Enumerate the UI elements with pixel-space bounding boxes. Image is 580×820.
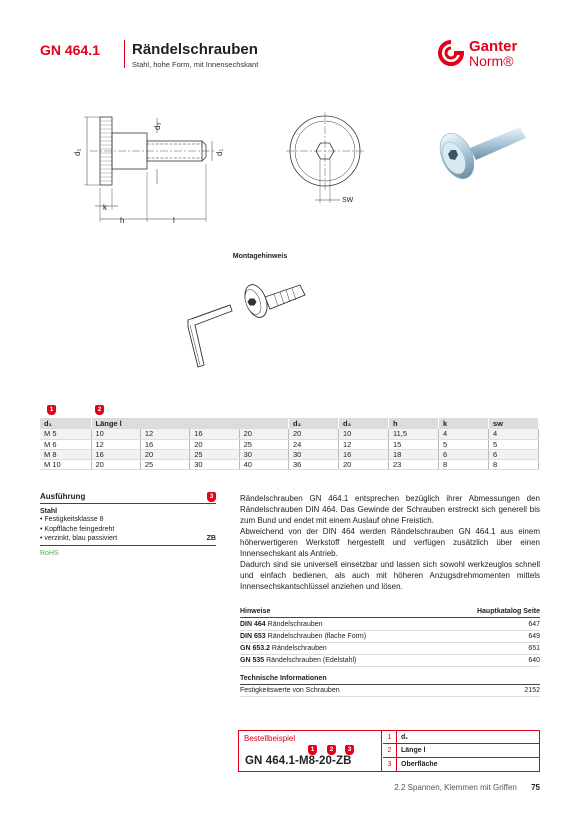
tech-info-text: Festigkeitswerte von Schrauben: [240, 687, 340, 694]
cell-sw: 6: [489, 449, 539, 459]
order-title: Bestellbeispiel: [244, 734, 296, 743]
reference-row[interactable]: [240, 631, 540, 643]
page-subtitle: Stahl, hohe Form, mit Innensechskant: [132, 60, 259, 69]
reference-page: 647: [528, 621, 540, 628]
order-legend-label: Oberfläche: [401, 760, 438, 768]
reference-row[interactable]: [240, 643, 540, 655]
col-sw: sw: [489, 418, 539, 429]
order-code: GN 464.1-M8-20-ZB: [245, 755, 352, 767]
cell-l: 20: [239, 429, 288, 439]
cell-d1: M 8: [40, 449, 91, 459]
cell-l: 30: [239, 449, 288, 459]
table-row: [40, 439, 539, 449]
order-example: [238, 730, 540, 772]
order-badge-1: 1: [308, 745, 317, 755]
cell-l: 16: [140, 439, 189, 449]
col-h: h: [389, 418, 439, 429]
reference-code: DIN 653: [240, 633, 266, 640]
label-d1: d₁: [215, 148, 224, 156]
reference-page: 649: [528, 633, 540, 640]
cell-l: 16: [190, 429, 239, 439]
cell-k: 8: [439, 459, 489, 469]
label-h: h: [120, 216, 125, 225]
ausfuehrung-section: [40, 492, 216, 557]
tech-info-title: Technische Informationen: [240, 675, 540, 685]
table-row: [40, 459, 539, 469]
order-legend-num: 3: [383, 758, 397, 771]
cell-sw: 5: [489, 439, 539, 449]
product-code: GN 464.1: [40, 42, 100, 58]
rohs-label: RoHS: [40, 549, 59, 557]
feature-text: • verzinkt, blau passiviert: [40, 535, 118, 542]
col-d1: d₁: [40, 418, 91, 429]
col-length-label: Länge l: [95, 419, 122, 428]
cell-h: 11,5: [389, 429, 439, 439]
header-divider: [124, 40, 125, 68]
install-title: Montagehinweis: [232, 253, 288, 260]
order-legend-num: 1: [383, 731, 397, 743]
logo-text-norm: Norm®: [469, 53, 514, 69]
reference-code: GN 653.2: [240, 645, 270, 652]
cell-l: 40: [239, 459, 288, 469]
cell-d2: 24: [289, 439, 339, 449]
cell-d2: 30: [289, 449, 339, 459]
logo-mark-icon: [438, 40, 464, 66]
feature-text: • Festigkeitsklasse 8: [40, 516, 104, 523]
cell-h: 15: [389, 439, 439, 449]
tech-info-page: 2152: [524, 687, 540, 694]
page-footer: [0, 783, 540, 792]
order-example-left: [239, 731, 382, 771]
hinweise-header: [240, 608, 540, 618]
catalog-page-title: Hauptkatalog Seite: [476, 608, 540, 615]
cell-h: 23: [389, 459, 439, 469]
tech-info-row[interactable]: [240, 685, 540, 697]
cell-d3: 12: [339, 439, 389, 449]
reference-page: 640: [528, 657, 540, 664]
table-row: [40, 429, 539, 439]
order-legend-row: [383, 758, 539, 771]
hinweise-section: [240, 608, 540, 697]
order-badge-3: 3: [345, 745, 354, 755]
technical-drawings: [60, 100, 540, 230]
col-length: [91, 418, 289, 429]
label-d3: d₃: [153, 122, 162, 130]
description-paragraph: Rändelschrauben GN 464.1 entsprechen bezüglich ihrer Abmessungen den Rändelschrauben DIN 464. Das Gewinde der Schrauben erstreckt sich generell bis zum Bund und endet mit einem Auslauf ohne Freistich.: [240, 494, 540, 525]
cell-k: 6: [439, 449, 489, 459]
cell-l: 20: [140, 449, 189, 459]
label-sw: SW: [342, 197, 354, 204]
cell-k: 4: [439, 429, 489, 439]
order-legend-num: 2: [383, 744, 397, 756]
cell-l: 25: [140, 459, 189, 469]
label-l: l: [173, 216, 175, 225]
feature-text: • Kopffläche feingedreht: [40, 525, 115, 533]
cell-l: 20: [91, 459, 140, 469]
cell-l: 25: [190, 449, 239, 459]
reference-text: Rändelschrauben: [267, 621, 323, 628]
cell-d1: M 10: [40, 459, 91, 469]
page-number: 75: [531, 783, 540, 792]
cell-sw: 4: [489, 429, 539, 439]
label-d2: d₂: [73, 148, 82, 156]
reference-code: GN 535: [240, 657, 265, 664]
badge-d1: 1: [47, 405, 56, 415]
badge-length: 2: [95, 405, 104, 415]
reference-text: Rändelschrauben (Edelstahl): [266, 657, 357, 664]
table-header-row: [40, 418, 539, 429]
order-legend-row: [383, 731, 539, 744]
col-d2: d₂: [289, 418, 339, 429]
cell-l: 10: [91, 429, 140, 439]
order-legend-label: d₁: [401, 733, 409, 741]
page-title: Rändelschrauben: [132, 41, 258, 58]
cell-l: 16: [91, 449, 140, 459]
order-badge-2: 2: [327, 745, 336, 755]
cell-d2: 36: [289, 459, 339, 469]
product-photo: [433, 127, 526, 184]
table-row: [40, 449, 539, 459]
reference-code: DIN 464: [240, 621, 266, 628]
description-paragraph: Abweichend von der DIN 464 werden Rändelschrauben GN 464.1 aus einem höherwertigeren Werkstoff hergestellt und verfügen zusätzlich über einen Innensechskant als Antrieb.: [240, 527, 540, 558]
cell-h: 18: [389, 449, 439, 459]
cell-l: 12: [140, 429, 189, 439]
cell-l: 12: [91, 439, 140, 449]
feature-code: ZB: [206, 535, 216, 542]
cell-l: 20: [190, 439, 239, 449]
page-header: [0, 0, 580, 80]
install-drawing: [170, 265, 330, 380]
reference-text: Rändelschrauben: [271, 645, 327, 652]
list-item: [40, 515, 216, 525]
ausfuehrung-title: Ausführung: [40, 492, 86, 501]
reference-page: 651: [528, 645, 540, 652]
cell-d2: 20: [289, 429, 339, 439]
order-legend-row: [383, 744, 539, 757]
cell-sw: 8: [489, 459, 539, 469]
ganter-logo: [438, 38, 538, 70]
order-legend-label: Länge l: [401, 746, 426, 754]
list-item: [40, 525, 216, 535]
cell-d3: 20: [339, 459, 389, 469]
description-paragraph: Dadurch sind sie universell einsetzbar und lassen sich sowohl werkzeuglos schnell und einfach bedienen, als auch mit höheren Anzugsdrehmomenten mittels Innensechskantschlüssel anziehen und lösen.: [240, 560, 540, 591]
logo-text-ganter: Ganter: [469, 38, 518, 55]
cell-d1: M 6: [40, 439, 91, 449]
cell-d3: 16: [339, 449, 389, 459]
order-legend: [383, 731, 539, 771]
badge-surface: 3: [207, 492, 216, 502]
col-d3: d₃: [339, 418, 389, 429]
label-k: k: [103, 203, 107, 212]
dimension-table: [40, 418, 539, 470]
list-item: [40, 534, 216, 546]
hinweise-title: Hinweise: [240, 608, 271, 615]
cell-k: 5: [439, 439, 489, 449]
reference-row[interactable]: [240, 655, 540, 667]
material-label: Stahl: [40, 508, 58, 515]
reference-text: Rändelschrauben (flache Form): [267, 633, 367, 640]
cell-l: 30: [190, 459, 239, 469]
reference-row[interactable]: [240, 619, 540, 631]
description: [240, 493, 540, 592]
cell-d3: 10: [339, 429, 389, 439]
col-k: k: [439, 418, 489, 429]
cell-l: 25: [239, 439, 288, 449]
ausfuehrung-heading: [40, 492, 216, 504]
front-view-drawing: [286, 112, 364, 203]
footer-section: 2.2 Spannen, Klemmen mit Griffen: [394, 783, 517, 792]
cell-d1: M 5: [40, 429, 91, 439]
